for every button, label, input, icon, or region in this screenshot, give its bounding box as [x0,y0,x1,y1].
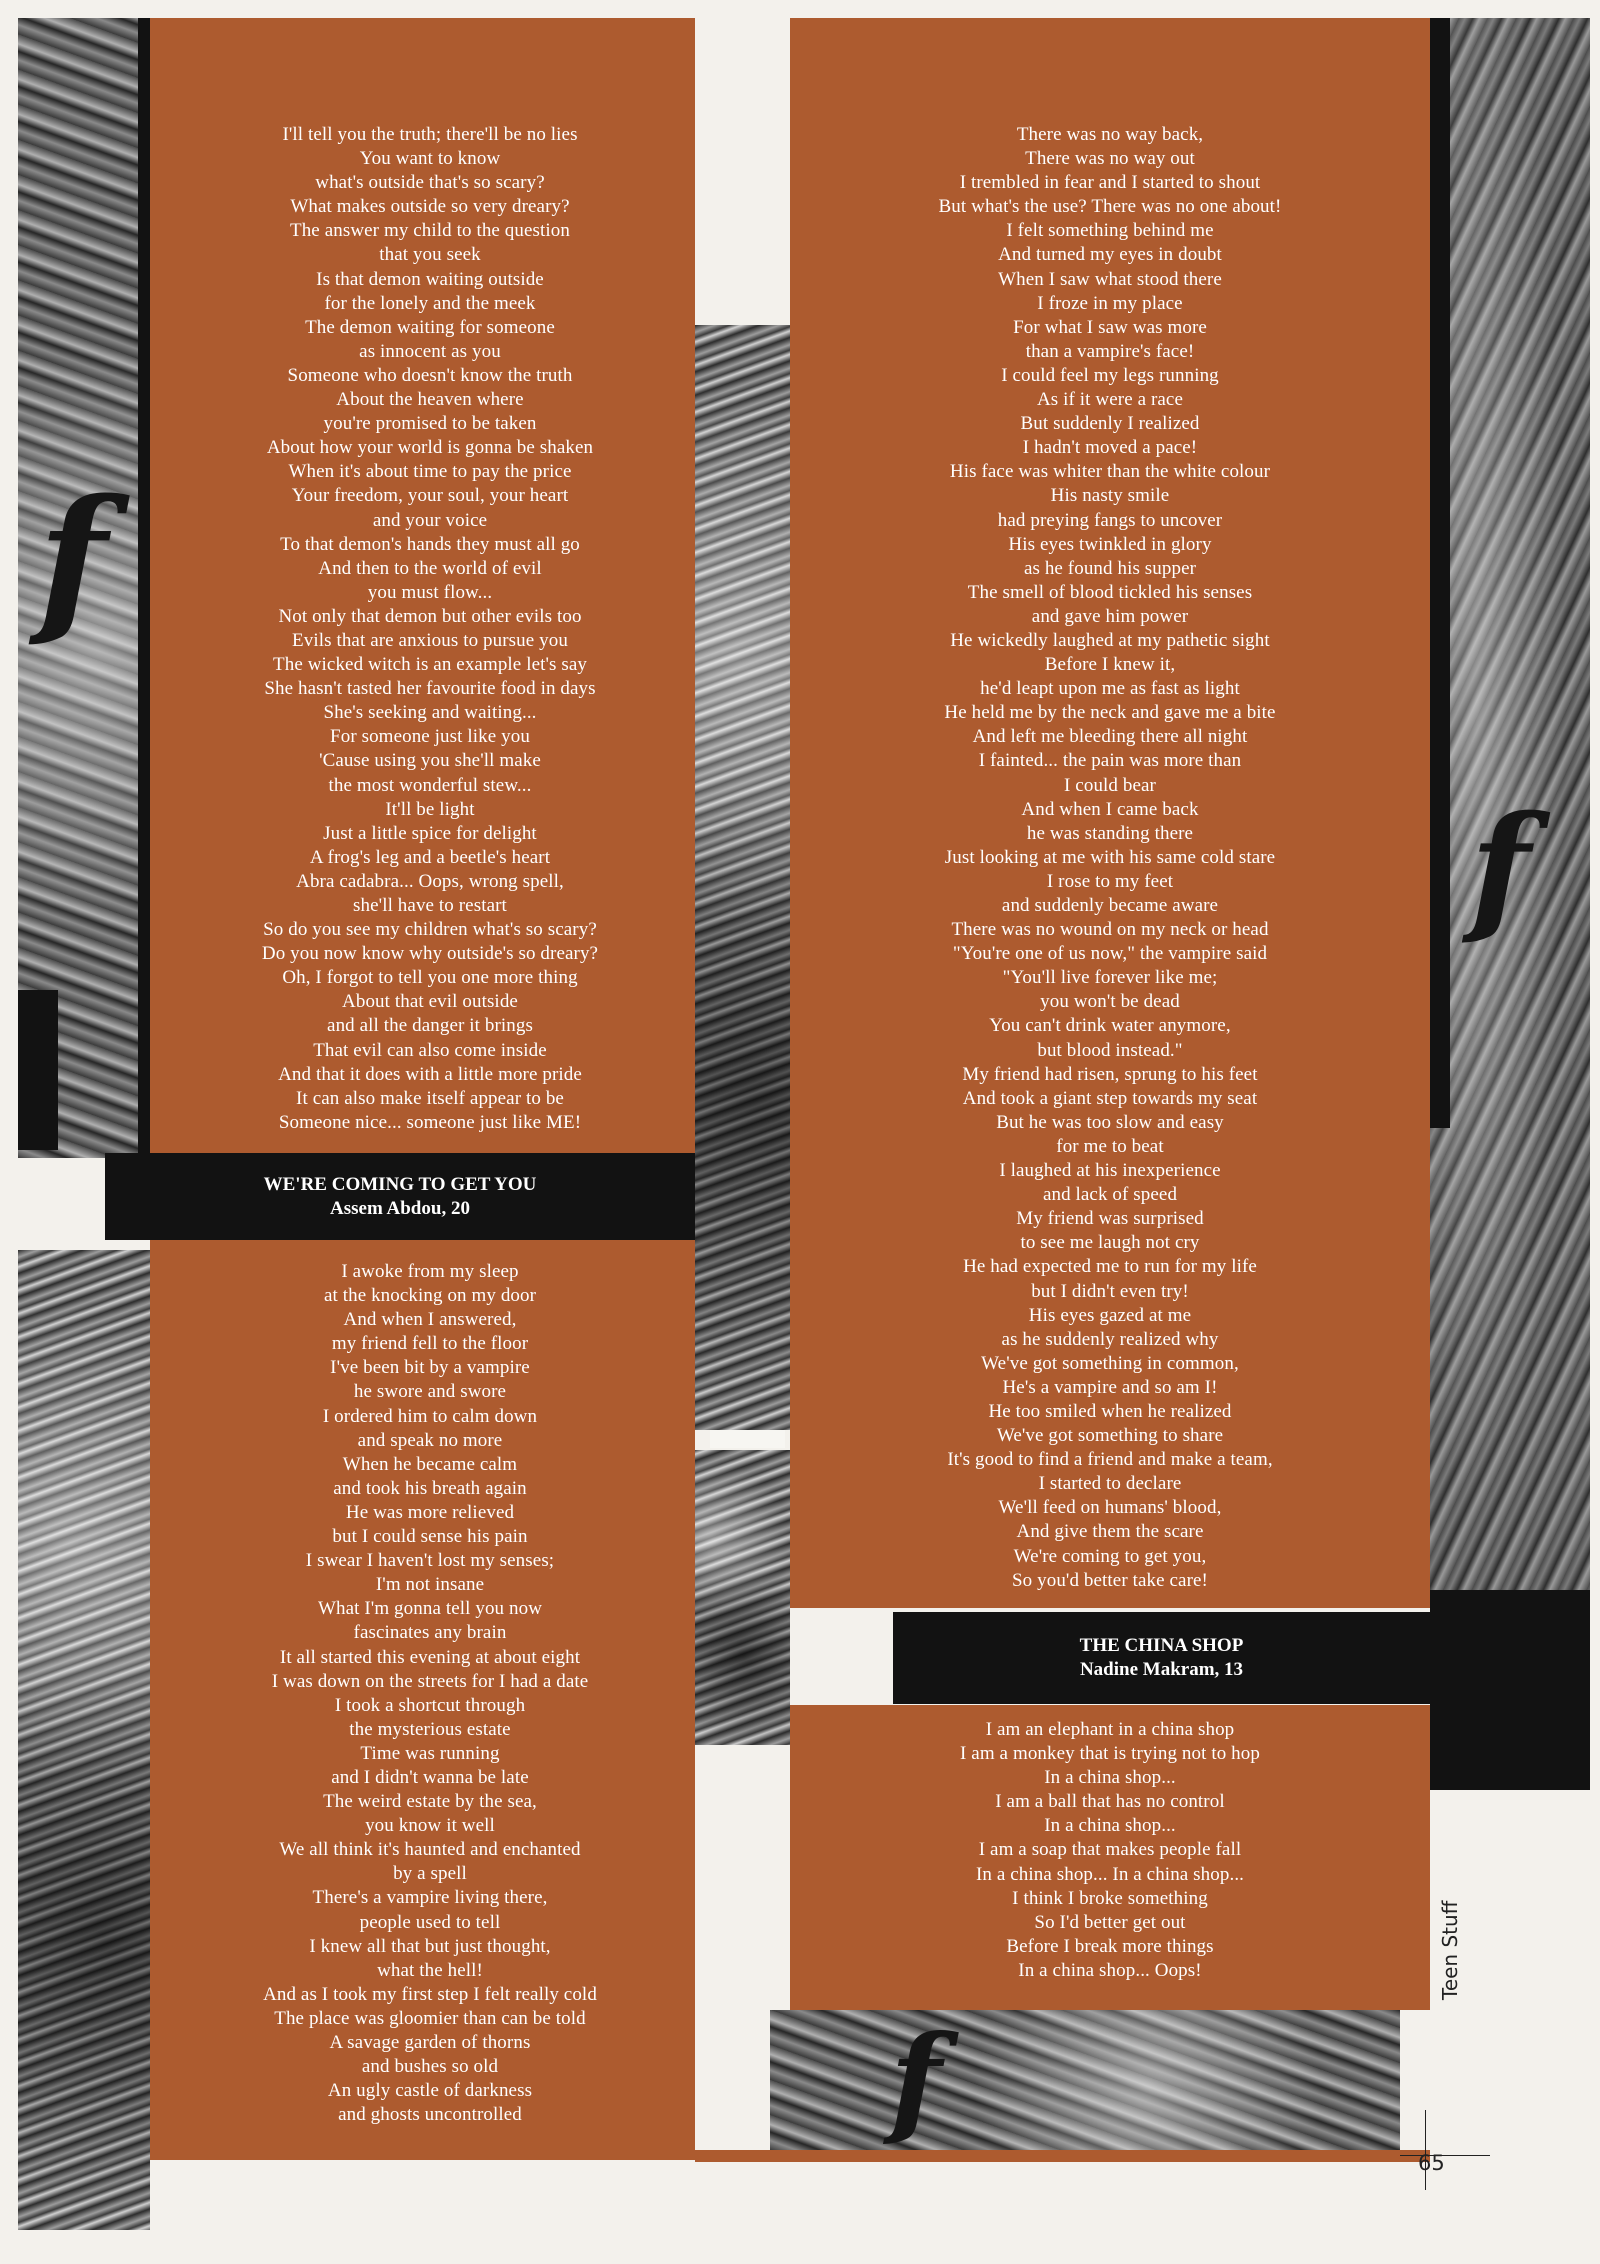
poem-line: to see me laugh not cry [1020,1232,1200,1254]
poem-2-title: WE'RE COMING TO GET YOU [263,1173,537,1195]
poem-line: It can also make itself appear to be [296,1087,564,1109]
poem-line: He had expected me to run for my life [963,1256,1257,1278]
poem-2-column-left [150,1260,710,2127]
poem-2-author: Assem Abdou, 20 [330,1197,470,1219]
poem-line: what the hell! [377,1959,483,1981]
poem-line: In a china shop... [1044,1767,1176,1789]
poem-line: I ordered him to calm down [322,1405,538,1427]
poem-line: In a china shop... [1044,1815,1176,1837]
poem-line: I am an elephant in a china shop [985,1719,1235,1740]
flower-photo-right [1430,18,1590,1748]
poem-line: And took a giant step towards my seat [962,1087,1258,1109]
poem-3-title: THE CHINA SHOP [1079,1635,1244,1656]
poem-line: Abra cadabra... Oops, wrong spell, [296,870,564,892]
poem-2-title-bar [105,1153,695,1240]
poem-line: Is that demon waiting outside [316,268,544,290]
black-block-right-lower [1430,1590,1590,1790]
poem-line: And left me bleeding there all night [972,726,1248,748]
poem-line: For what I saw was more [1013,316,1207,338]
white-gap [710,1430,785,1448]
poem-line: My friend was surprised [1016,1208,1204,1230]
poem-line: And when I came back [1021,798,1199,820]
poem-line: and speak no more [357,1429,503,1451]
poem-line: he swore and swore [353,1381,507,1403]
poem-line: I felt something behind me [1006,220,1214,242]
poem-line: I could feel my legs running [1001,364,1219,386]
poem-line: Someone nice... someone just like ME! [278,1111,582,1133]
poem-line: His eyes gazed at me [1028,1304,1192,1326]
poem-line: For someone just like you [330,726,530,748]
poem-line: 'Cause using you she'll make [319,750,541,772]
crop-mark-vertical [1425,2110,1426,2190]
poem-line: We've got something to share [996,1425,1224,1447]
poem-1 [150,123,710,1135]
poem-line: you know it well [365,1815,495,1837]
poem-line: I took a shortcut through [334,1694,526,1716]
poem-line: In a china shop... In a china shop... [975,1863,1245,1885]
poem-line: Oh, I forgot to tell you one more thing [282,967,578,989]
poem-line: When it's about time to pay the price [288,461,572,483]
poem-3 [830,1718,1390,1983]
poem-line: A frog's leg and a beetle's heart [309,846,551,868]
poem-line: About the heaven where [336,389,524,411]
poem-line: and suddenly became aware [1001,895,1219,916]
poem-line: Time was running [360,1742,500,1764]
poem-line: The answer my child to the question [290,220,570,242]
poem-line: The place was gloomier than can be told [274,2007,586,2029]
poem-line: fascinates any brain [353,1622,507,1644]
poem-line: He held me by the neck and gave me a bite [944,702,1276,724]
poem-line: and lack of speed [1042,1184,1178,1206]
poem-line: He wickedly laughed at my pathetic sight [950,629,1270,651]
poem-line: Before I knew it, [1044,654,1176,676]
poem-line: Just looking at me with his same cold stare [944,846,1276,868]
poem-line: as he found his supper [1023,557,1197,579]
poem-line: It'll be light [385,798,475,820]
poem-line: Evils that are anxious to pursue you [292,629,568,651]
violin-photo-left-top [18,18,150,1158]
black-block-left-mid [18,990,58,1150]
poem-line: the most wonderful stew... [328,774,532,796]
poem-line: She's seeking and waiting... [323,702,537,724]
poem-line: That evil can also come inside [313,1039,547,1061]
poem-line: We've got something in common, [981,1352,1239,1374]
poem-line: When he became calm [342,1453,518,1475]
poem-line: The weird estate by the sea, [323,1791,537,1813]
poem-line: His eyes twinkled in glory [1008,533,1212,555]
poem-line: and bushes so old [361,2056,499,2078]
poem-line: And then to the world of evil [318,557,542,579]
poem-line: So I'd better get out [1034,1911,1186,1933]
poem-line: And that it does with a little more pride [278,1063,582,1085]
poem-line: I swear I haven't lost my senses; [305,1550,555,1572]
poem-line: There's a vampire living there, [312,1887,548,1909]
poem-line: my friend fell to the floor [331,1333,529,1355]
poem-line: and took his breath again [333,1477,527,1499]
poem-line: And when I answered, [343,1309,517,1331]
poem-line: had preying fangs to uncover [997,509,1223,531]
poem-line: the mysterious estate [349,1718,511,1740]
poem-line: that you seek [379,244,481,266]
poem-line: He too smiled when he realized [988,1400,1232,1422]
poem-line: I am a soap that makes people fall [978,1839,1242,1861]
poem-line: He's a vampire and so am I! [1002,1376,1218,1398]
poem-line: As if it were a race [1036,389,1183,411]
f-hole-shape-right: f [1470,786,1531,950]
poem-line: We're coming to get you, [1013,1545,1207,1567]
poem-line: what's outside that's so scary? [315,172,545,194]
poem-line: he was standing there [1026,822,1194,844]
poem-line: Just a little spice for delight [323,822,537,844]
poem-line: You can't drink water anymore, [989,1015,1231,1037]
poem-line: But he was too slow and easy [996,1111,1224,1133]
poem-line: There was no way out [1025,148,1195,170]
black-frame-left-top [138,18,150,1158]
poem-line: I am a ball that has no control [995,1791,1225,1813]
poem-line: To that demon's hands they must all go [280,533,580,555]
poem-2-column-right [830,123,1390,1593]
poem-line: at the knocking on my door [323,1285,537,1307]
poem-line: I laughed at his inexperience [999,1160,1221,1182]
poem-line: I'm not insane [375,1574,485,1596]
poem-line: and all the danger it brings [327,1015,533,1037]
f-hole-shape-bottom: f [890,2010,942,2150]
poem-line: There was no wound on my neck or head [951,919,1269,941]
poem-line: And give them the scare [1016,1521,1204,1543]
poem-line: but blood instead." [1037,1039,1183,1061]
poem-line: About how your world is gonna be shaken [266,437,594,459]
poem-line: I hadn't moved a pace! [1022,437,1198,459]
poem-line: There was no way back, [1016,124,1204,145]
section-label: Teen Stuff [1438,1900,1462,2000]
poem-line: by a spell [393,1863,467,1885]
poem-line: So you'd better take care! [1012,1569,1208,1591]
poem-line: What I'm gonna tell you now [317,1598,543,1620]
poem-line: The smell of blood tickled his senses [967,581,1253,603]
poem-line: I rose to my feet [1046,870,1174,892]
poem-line: for the lonely and the meek [324,292,536,314]
poem-line: I trembled in fear and I started to shout [959,172,1261,194]
poem-line: In a china shop... Oops! [1018,1959,1202,1981]
poem-line: The demon waiting for someone [305,316,555,338]
poem-line: About that evil outside [342,991,518,1013]
poem-line: he'd leapt upon me as fast as light [980,678,1240,700]
poem-line: Before I break more things [1006,1935,1214,1957]
poem-line: He was more relieved [345,1501,515,1523]
crop-mark-horizontal [1400,2155,1490,2156]
poem-line: His face was whiter than the white colour [949,461,1271,483]
poem-line: and your voice [372,509,488,531]
poem-line: Your freedom, your soul, your heart [291,485,569,507]
dragon-photo-left-bottom [18,1250,150,2230]
poem-line: I froze in my place [1037,292,1183,314]
poem-line: We all think it's haunted and enchanted [279,1839,581,1861]
poem-line: His nasty smile [1050,485,1170,507]
poem-line: An ugly castle of darkness [327,2080,533,2102]
poem-line: I was down on the streets for I had a date [271,1670,589,1692]
poem-line: A savage garden of thorns [329,2032,531,2053]
poem-line: she'll have to restart [353,895,507,916]
poem-line: She hasn't tasted her favourite food in days [264,678,596,700]
poem-line: as he suddenly realized why [1001,1328,1219,1350]
poem-line: "You'll live forever like me; [1002,967,1218,989]
page-number: 65 [1418,2151,1445,2175]
poem-line: So do you see my children what's so scary? [263,919,597,941]
poem-line: Not only that demon but other evils too [278,605,582,627]
poem-line: but I could sense his pain [332,1526,528,1548]
poem-line: What makes outside so very dreary? [290,196,570,218]
poem-line: and I didn't wanna be late [331,1766,529,1788]
poem-line: But what's the use? There was no one about! [938,196,1282,218]
poem-line: and ghosts uncontrolled [338,2104,522,2126]
poem-line: "You're one of us now," the vampire said [952,943,1268,965]
poem-line: We'll feed on humans' blood, [998,1497,1222,1519]
f-hole-shape: f [38,464,107,652]
poem-line: than a vampire's face! [1025,340,1195,362]
poem-line: But suddenly I realized [1020,413,1200,435]
poem-line: and gave him power [1031,605,1189,627]
poem-line: I awoke from my sleep [341,1261,519,1282]
poem-line: You want to know [359,148,501,170]
poem-line: Someone who doesn't know the truth [287,364,573,386]
poem-line: as innocent as you [359,340,501,362]
poem-line: And turned my eyes in doubt [998,244,1222,266]
poem-line: It all started this evening at about eight [279,1646,581,1668]
violin-strip-photo-bottom [770,2010,1400,2150]
poem-line: I'll tell you the truth; there'll be no lies [282,124,578,145]
poem-line: you're promised to be taken [323,413,537,435]
poem-line: The wicked witch is an example let's say [273,654,587,676]
panel-bottom-band [695,2150,1430,2162]
poem-line: My friend had risen, sprung to his feet [962,1063,1258,1085]
poem-line: I am a monkey that is trying not to hop [960,1743,1260,1765]
poem-line: I started to declare [1038,1473,1182,1495]
poem-line: Do you now know why outside's so dreary? [261,943,599,965]
poem-line: for me to beat [1056,1135,1164,1157]
poem-line: And as I took my first step I felt really cold [263,1983,597,2005]
poem-line: you must flow... [367,581,493,603]
poem-3-author: Nadine Makram, 13 [1079,1659,1244,1680]
poem-line: I fainted... the pain was more than [978,750,1242,772]
poem-line: I think I broke something [1012,1887,1208,1909]
black-frame-right [1430,18,1450,1128]
poem-line: I could bear [1064,774,1156,796]
poem-line: people used to tell [359,1911,501,1933]
poem-line: When I saw what stood there [998,268,1222,290]
poem-line: I've been bit by a vampire [330,1357,530,1379]
poem-line: It's good to find a friend and make a team, [947,1449,1273,1471]
poem-line: I knew all that but just thought, [309,1935,551,1957]
poem-line: but I didn't even try! [1031,1280,1189,1302]
poem-3-title-bar [893,1612,1430,1704]
poem-line: you won't be dead [1040,991,1180,1013]
